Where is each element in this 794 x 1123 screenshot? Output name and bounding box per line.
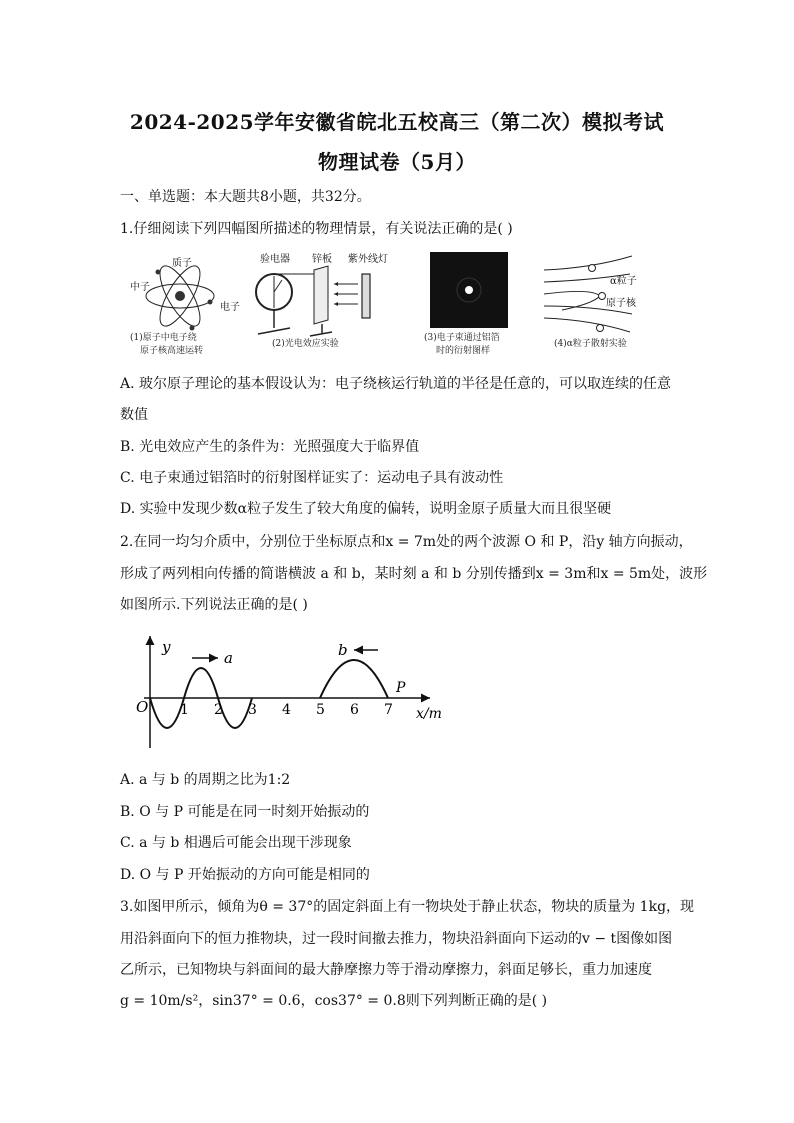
q1-option-b: B. 光电效应产生的条件为：光照强度大于临界值	[120, 439, 420, 455]
x-tick-4: 4	[282, 702, 291, 718]
fig2-caption: (2)光电效应实验	[272, 339, 339, 349]
q2-option-c: C. a 与 b 相遇后可能会出现干涉现象	[120, 835, 352, 851]
nucleus-label: 原子核	[606, 298, 636, 309]
diffraction-figure	[424, 252, 508, 356]
x-tick-2: 2	[214, 702, 223, 718]
neutron-label: 中子	[130, 282, 150, 293]
q2-stem-line2: 形成了两列相向传播的简谐横波 a 和 b，某时刻 a 和 b 分别传播到x = 3m和x = 5m处，波形	[120, 566, 708, 582]
q1-option-a-line2: 数值	[120, 407, 148, 423]
x-tick-6: 6	[350, 702, 359, 718]
origin-label: O	[136, 698, 149, 716]
photoelectric-figure	[256, 252, 388, 349]
q1-stem: 1.仔细阅读下列四幅图所描述的物理情景，有关说法正确的是( )	[120, 221, 513, 237]
x-tick-3: 3	[248, 702, 257, 718]
x-tick-7: 7	[384, 702, 393, 718]
q2-option-d: D. O 与 P 开始振动的方向可能是相同的	[120, 867, 370, 883]
source-p-label: P	[396, 680, 406, 696]
q3-line1: 3.如图甲所示，倾角为θ = 37°的固定斜面上有一物块处于静止状态，物块的质量为 1kg，现	[120, 899, 695, 915]
wave-b-label: b	[338, 641, 348, 659]
q1-option-c: C. 电子束通过铝箔时的衍射图样证实了：运动电子具有波动性	[120, 470, 504, 486]
exam-title: 2024-2025学年安徽省皖北五校高三（第二次）模拟考试	[129, 110, 665, 134]
wave-graph	[130, 628, 460, 756]
x-tick-5: 5	[316, 702, 325, 718]
q1-option-a-line1: A. 玻尔原子理论的基本假设认为：电子绕核运行轨道的半径是任意的，可以取连续的任意	[120, 376, 672, 392]
fig3-caption-line1: (3)电子束通过铝箔	[424, 333, 500, 343]
q2-stem-line3: 如图所示.下列说法正确的是( )	[120, 597, 308, 613]
q3-line2: 用沿斜面向下的恒力推物块，过一段时间撤去推力，物块沿斜面向下运动的v − t图像如图	[120, 931, 673, 947]
x-tick-1: 1	[180, 702, 189, 718]
x-axis-label: x/m	[416, 706, 442, 722]
uv-lamp-label: 紫外线灯	[348, 254, 388, 265]
q2-option-b: B. O 与 P 可能是在同一时刻开始振动的	[120, 804, 370, 820]
q1-option-d: D. 实验中发现少数α粒子发生了较大角度的偏转，说明金原子质量大而且很坚硬	[120, 501, 612, 517]
electron-label: 电子	[220, 302, 240, 313]
section-heading: 一、单选题：本大题共8小题，共32分。	[120, 189, 371, 205]
atom-figure	[130, 256, 240, 356]
alpha-scattering-figure	[544, 256, 637, 349]
q3-line4: g = 10m/s²，sin37° = 0.6，cos37° = 0.8则下列判断正确的是( )	[120, 993, 548, 1009]
zinc-plate-label: 锌板	[312, 254, 332, 265]
electroscope-label: 验电器	[260, 254, 290, 265]
q2-stem-line1: 2.在同一均匀介质中，分别位于坐标原点和x = 7m处的两个波源 O 和 P，沿y 轴方向振动，	[120, 534, 693, 550]
fig3-caption-line2: 时的衍射图样	[436, 346, 491, 356]
x-tick-labels	[180, 702, 393, 718]
fig1-caption-line1: (1)原子中电子绕	[130, 333, 197, 343]
y-axis-label: y	[162, 638, 171, 656]
exam-subtitle: 物理试卷（5月）	[318, 150, 476, 174]
alpha-label: α粒子	[610, 276, 637, 287]
proton-label: 质子	[172, 258, 192, 269]
wave-a-label: a	[224, 649, 233, 667]
wave-b-curve	[320, 660, 388, 698]
fig1-caption-line2: 原子核高速运转	[140, 346, 204, 356]
q3-line3: 乙所示，已知物块与斜面间的最大静摩擦力等于滑动摩擦力，斜面足够长，重力加速度	[120, 962, 652, 978]
fig4-caption: (4)α粒子散射实验	[554, 339, 627, 349]
q2-option-a: A. a 与 b 的周期之比为1:2	[120, 772, 291, 788]
q1-figure	[122, 248, 662, 360]
